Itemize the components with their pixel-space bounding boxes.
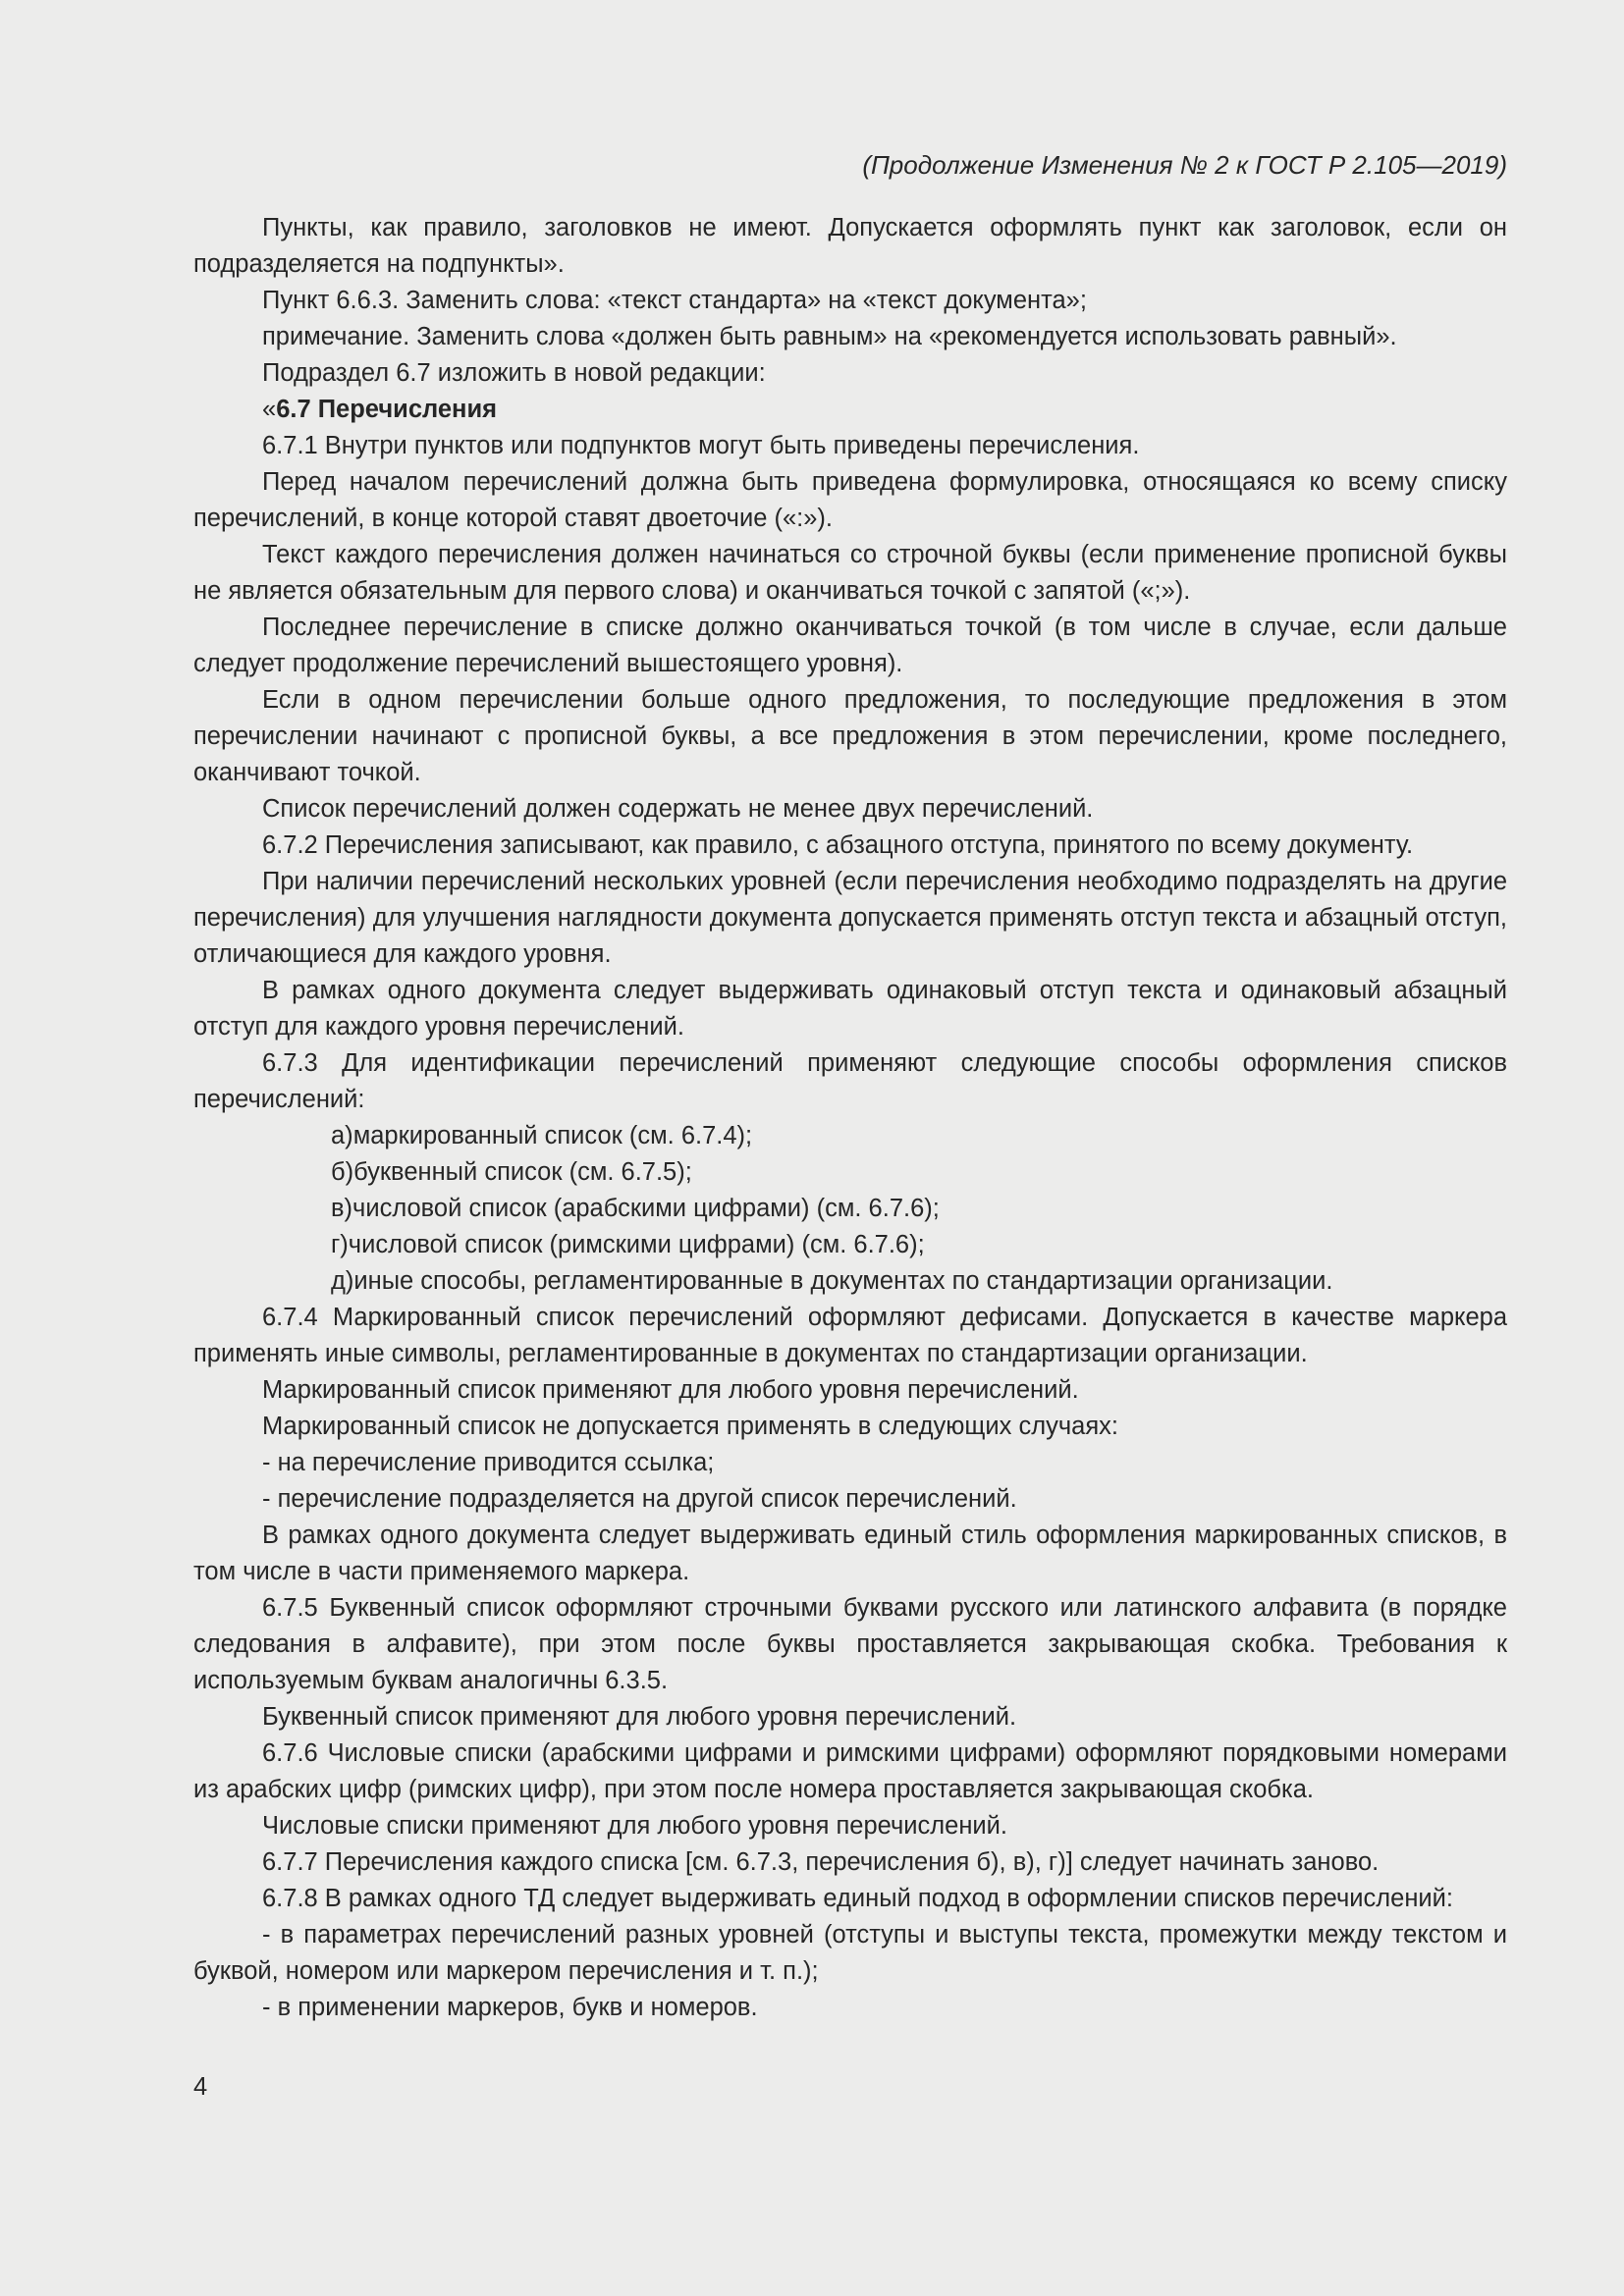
paragraph: 6.7.1 Внутри пунктов или подпунктов могут быть приведены перечисления. — [262, 432, 1140, 459]
section-title: 6.7 Перечисления — [276, 396, 498, 423]
paragraph: Пункт 6.6.3. Заменить слова: «текст стандарта» на «текст документа»; — [262, 287, 1087, 314]
bullet-item: - на перечисление приводится ссылка; — [262, 1449, 715, 1476]
paragraph: 6.7.6 Числовые списки (арабскими цифрами и римскими цифрами) оформляют порядковыми номерами из арабских цифр (римских цифр), при этом после номера проставляется закрывающая скобка. — [193, 1739, 1507, 1803]
bullet-item: - в параметрах перечислений разных уровней (отступы и выступы текста, промежутки между текстом и буквой, номером или маркером перечисления и т. п.); — [193, 1921, 1507, 1985]
list-item-label: в) — [331, 1195, 353, 1222]
list-item-label: г) — [331, 1231, 349, 1258]
paragraph: 6.7.2 Перечисления записывают, как правило, с абзацного отступа, принятого по всему документу. — [262, 831, 1414, 859]
running-header: (Продолжение Изменения № 2 к ГОСТ Р 2.105—2019) — [862, 150, 1507, 180]
bullet-item: - перечисление подразделяется на другой список перечислений. — [262, 1485, 1017, 1513]
paragraph: 6.7.4 Маркированный список перечислений оформляют дефисами. Допускается в качестве маркера применять иные символы, регламентированные в документах по стандартизации организации. — [193, 1304, 1507, 1367]
paragraph: Буквенный список применяют для любого уровня перечислений. — [262, 1703, 1017, 1731]
paragraph: Маркированный список применяют для любого уровня перечислений. — [262, 1376, 1079, 1404]
list-item-text: иные способы, регламентированные в документах по стандартизации организации. — [353, 1267, 1333, 1295]
paragraph: 6.7.7 Перечисления каждого списка [см. 6.7.3, перечисления б), в), г)] следует начинать заново. — [262, 1848, 1380, 1876]
paragraph: В рамках одного документа следует выдерживать единый стиль оформления маркированных списков, в том числе в части применяемого маркера. — [193, 1522, 1507, 1585]
paragraph: Подраздел 6.7 изложить в новой редакции: — [262, 359, 766, 387]
paragraph: Маркированный список не допускается применять в следующих случаях: — [262, 1413, 1118, 1440]
list-item-text: числовой список (арабскими цифрами) (см. 6.7.6); — [352, 1195, 940, 1222]
paragraph: 6.7.3 Для идентификации перечислений применяют следующие способы оформления списков перечислений: — [193, 1049, 1507, 1113]
paragraph: При наличии перечислений нескольких уровней (если перечисления необходимо подразделять на другие перечисления) для улучшения наглядности документа допускается применять отступ текста и абзацный отступ, отличающиеся для каждого уровня. — [193, 868, 1507, 968]
paragraph: 6.7.8 В рамках одного ТД следует выдерживать единый подход в оформлении списков перечислений: — [262, 1885, 1453, 1912]
paragraph: Числовые списки применяют для любого уровня перечислений. — [262, 1812, 1007, 1840]
opening-quote: « — [262, 396, 277, 423]
list-item — [193, 1263, 1507, 1300]
list-item-label: б) — [331, 1158, 354, 1186]
document-body — [193, 210, 1507, 2026]
paragraph: Текст каждого перечисления должен начинаться со строчной буквы (если применение прописной буквы не является обязательным для первого слова) и оканчиваться точкой с запятой («;»). — [193, 541, 1507, 605]
paragraph: Если в одном перечислении больше одного предложения, то последующие предложения в этом перечислении начинают с прописной буквы, а все предложения в этом перечислении, кроме последнего, оканчивают точкой. — [193, 686, 1507, 786]
list-item-label: д) — [331, 1267, 354, 1295]
paragraph: Перед началом перечислений должна быть приведена формулировка, относящаяся ко всему списку перечислений, в конце которой ставят двоеточие («:»). — [193, 468, 1507, 532]
section-heading — [193, 392, 1507, 428]
paragraph: Пункты, как правило, заголовков не имеют. Допускается оформлять пункт как заголовок, если он подразделяется на подпункты». — [193, 214, 1507, 278]
list-item — [193, 1118, 1507, 1154]
paragraph: примечание. Заменить слова «должен быть равным» на «рекомендуется использовать равный». — [262, 323, 1397, 350]
paragraph: Последнее перечисление в списке должно оканчиваться точкой (в том числе в случае, если дальше следует продолжение перечислений вышестоящего уровня). — [193, 614, 1507, 677]
list-item — [193, 1191, 1507, 1227]
list-item-text: буквенный список (см. 6.7.5); — [353, 1158, 692, 1186]
list-item — [193, 1154, 1507, 1191]
list-item-text: маркированный список (см. 6.7.4); — [352, 1122, 753, 1149]
list-item-label: а) — [331, 1122, 353, 1149]
list-item-text: числовой список (римскими цифрами) (см. 6.7.6); — [348, 1231, 925, 1258]
paragraph: Список перечислений должен содержать не менее двух перечислений. — [262, 795, 1094, 823]
paragraph: 6.7.5 Буквенный список оформляют строчными буквами русского или латинского алфавита (в порядке следования в алфавите), при этом после буквы проставляется закрывающая скобка. Требования к используемым буквам аналогичны 6.3.5. — [193, 1594, 1507, 1694]
page-number: 4 — [193, 2073, 208, 2101]
bullet-item: - в применении маркеров, букв и номеров. — [262, 1994, 758, 2021]
list-item — [193, 1227, 1507, 1263]
paragraph: В рамках одного документа следует выдерживать одинаковый отступ текста и одинаковый абзацный отступ для каждого уровня перечислений. — [193, 977, 1507, 1041]
